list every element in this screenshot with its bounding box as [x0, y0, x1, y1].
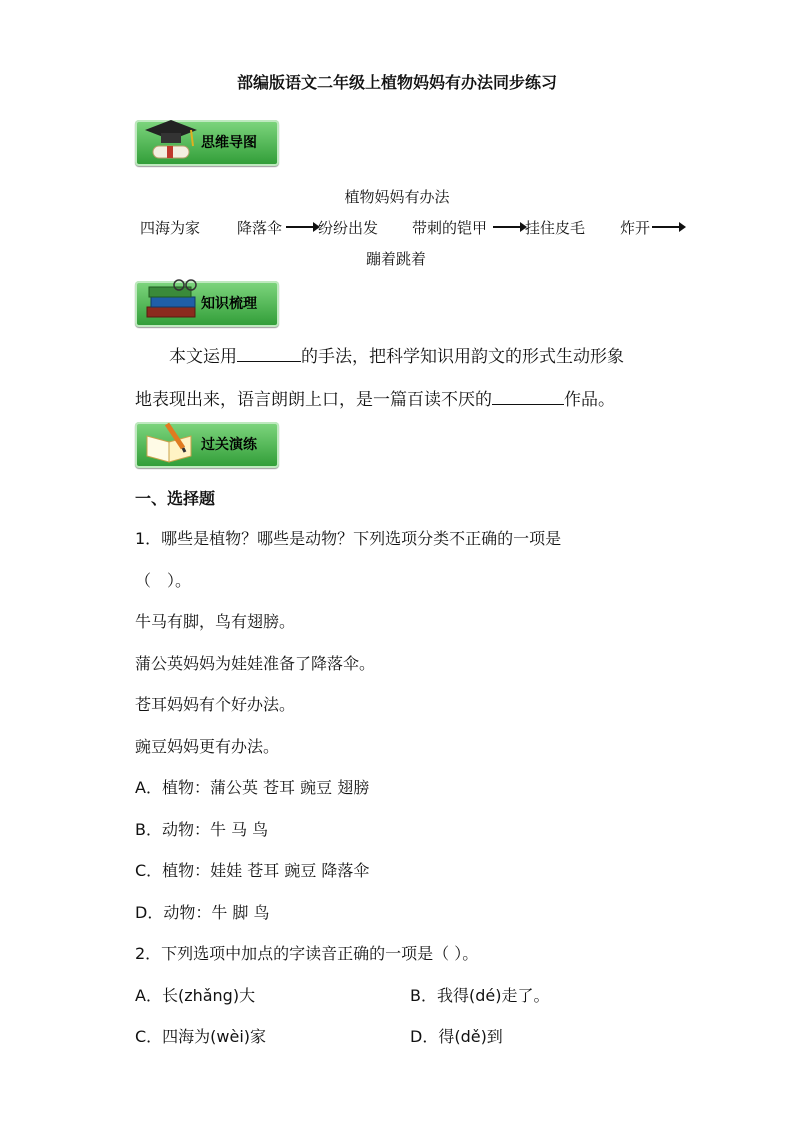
graduation-cap-icon	[139, 116, 201, 166]
mind-map-item: 挂住皮毛	[525, 219, 586, 237]
page-title: 部编版语文二年级上植物妈妈有办法同步练习	[236, 73, 557, 92]
banner-practice	[135, 422, 279, 468]
option-b[interactable]: B．动物：牛 马 鸟	[135, 820, 269, 839]
question-stem: 1．哪些是植物？哪些是动物？下列选项分类不正确的一项是	[135, 529, 562, 548]
banner-label: 思维导图	[201, 135, 257, 151]
option-a[interactable]: A．长(zhǎng)大	[135, 986, 256, 1005]
mind-map-item: 降落伞	[237, 219, 283, 237]
banner-label: 过关演练	[201, 437, 257, 453]
option-c[interactable]: C．四海为(wèi)家	[135, 1027, 267, 1046]
mind-map-center: 植物妈妈有办法	[344, 188, 450, 206]
banner-label: 知识梳理	[201, 296, 257, 312]
question-stem: 2．下列选项中加点的字读音正确的一项是（ ）。	[135, 944, 479, 963]
knowledge-text: 的手法，把科学知识用韵文的形式生动形象	[301, 347, 624, 367]
arrow-icon	[286, 226, 314, 228]
mind-map-item: 纷纷出发	[318, 219, 379, 237]
books-icon	[139, 277, 201, 327]
section-heading: 一、选择题	[135, 489, 216, 508]
question-line: 牛马有脚，鸟有翅膀。	[135, 612, 296, 631]
knowledge-text: 本文运用	[169, 347, 237, 367]
option-b[interactable]: B．我得(dé)走了。	[410, 986, 550, 1005]
fill-blank[interactable]	[237, 343, 301, 362]
mind-map-left: 四海为家	[140, 219, 201, 237]
banner-knowledge	[135, 281, 279, 327]
option-a[interactable]: A．植物：蒲公英 苍耳 豌豆 翅膀	[135, 778, 370, 797]
arrow-icon	[652, 226, 680, 228]
knowledge-text: 地表现出来，语言朗朗上口，是一篇百读不厌的	[135, 390, 492, 410]
question-line: 蒲公英妈妈为娃娃准备了降落伞。	[135, 654, 376, 673]
mind-map-item: 蹦着跳着	[366, 250, 427, 268]
banner-mind-map	[135, 120, 279, 166]
option-c[interactable]: C．植物：娃娃 苍耳 豌豆 降落伞	[135, 861, 370, 880]
knowledge-text: 作品。	[564, 390, 615, 410]
question-line: 苍耳妈妈有个好办法。	[135, 695, 296, 714]
arrow-icon	[493, 226, 521, 228]
question-line: 豌豆妈妈更有办法。	[135, 737, 280, 756]
notebook-pencil-icon	[139, 418, 201, 468]
answer-paren[interactable]: （ ）。	[135, 571, 192, 590]
mind-map-item: 带刺的铠甲	[412, 219, 488, 237]
mind-map-item: 炸开	[620, 219, 651, 237]
knowledge-paragraph	[135, 336, 675, 422]
fill-blank[interactable]	[492, 386, 564, 405]
option-d[interactable]: D．动物：牛 脚 鸟	[135, 903, 270, 922]
option-d[interactable]: D．得(dě)到	[410, 1027, 503, 1046]
